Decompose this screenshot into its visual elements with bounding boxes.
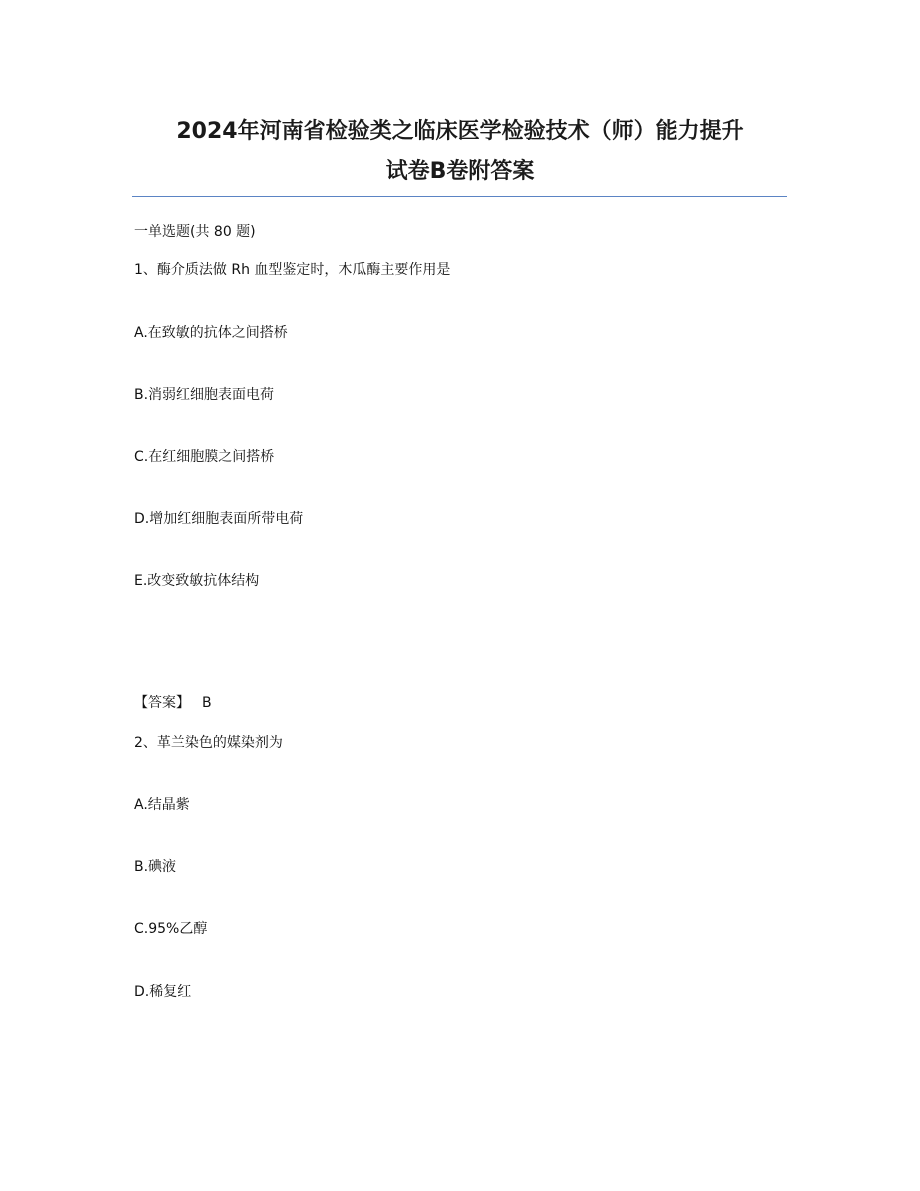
- question-1-option-e: E.改变致敏抗体结构: [134, 573, 260, 589]
- document-title-line-1: 2024年河南省检验类之临床医学检验技术（师）能力提升: [176, 119, 744, 144]
- question-1-option-c: C.在红细胞膜之间搭桥: [134, 449, 275, 465]
- question-2-option-c: C.95%乙醇: [134, 921, 208, 937]
- question-2-option-d: D.稀复红: [134, 984, 192, 1000]
- question-1-option-d: D.增加红细胞表面所带电荷: [134, 511, 304, 527]
- question-2-option-a: A.结晶紫: [134, 797, 190, 813]
- question-1-option-b: B.消弱红细胞表面电荷: [134, 387, 275, 403]
- section-header: 一单选题(共 80 题): [134, 224, 256, 240]
- answer-label: 【答案】: [134, 695, 190, 711]
- question-1-stem: 1、酶介质法做 Rh 血型鉴定时，木瓜酶主要作用是: [134, 262, 451, 278]
- answer-value: B: [202, 695, 212, 711]
- question-1-option-a: A.在致敏的抗体之间搭桥: [134, 325, 288, 341]
- title-divider: [132, 196, 787, 197]
- question-1-answer: [134, 693, 212, 713]
- question-2-stem: 2、革兰染色的媒染剂为: [134, 735, 283, 751]
- question-2-option-b: B.碘液: [134, 859, 177, 875]
- document-title-line-2: 试卷B卷附答案: [385, 159, 535, 184]
